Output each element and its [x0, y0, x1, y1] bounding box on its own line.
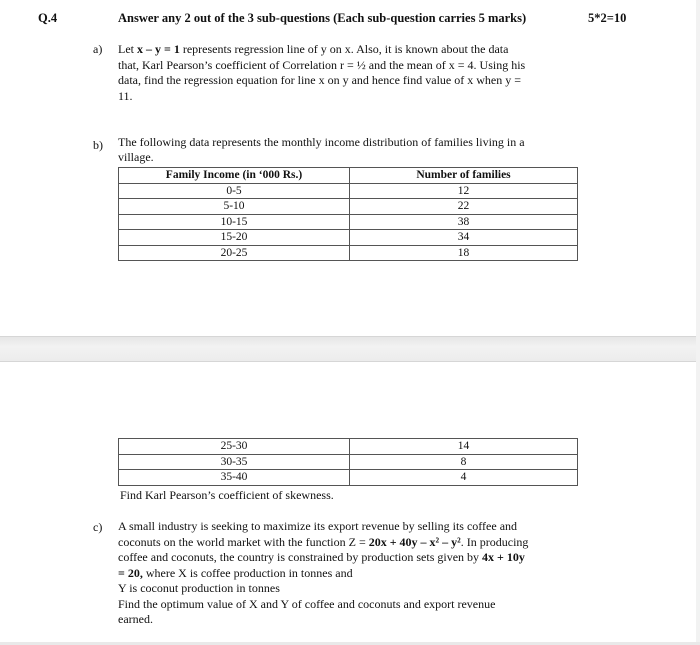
table-header-row — [119, 168, 578, 184]
table-row — [119, 230, 578, 246]
page-right-edge — [696, 0, 700, 645]
part-c-constraint-rhs: = 20, — [118, 565, 143, 580]
part-c-line-2-pre: coconuts on the world market with the function Z = — [118, 534, 369, 549]
part-c-label: c) — [93, 520, 103, 534]
header-number-of-families: Number of families — [350, 168, 578, 184]
part-c-line-5: Y is coconut production in tonnes — [118, 581, 280, 595]
income-cell: 30-35 — [119, 454, 350, 470]
table-row — [119, 439, 578, 455]
question-marks: 5*2=10 — [588, 11, 627, 25]
part-a-line-3: data, find the regression equation for line x on y and hence find value of x when y = — [118, 73, 521, 87]
families-cell: 18 — [350, 245, 578, 261]
part-c-line-7: earned. — [118, 612, 153, 626]
part-b-label: b) — [93, 138, 103, 152]
income-cell: 10-15 — [119, 214, 350, 230]
families-cell: 14 — [350, 439, 578, 455]
header-family-income: Family Income (in ‘000 Rs.) — [119, 168, 350, 184]
families-cell: 8 — [350, 454, 578, 470]
part-c-line-3 — [118, 550, 588, 566]
part-c-line-3-pre: coffee and coconuts, the country is constrained by production sets given by — [118, 550, 483, 564]
part-a-line-1 — [118, 42, 588, 58]
families-cell: 4 — [350, 470, 578, 486]
income-cell: 0-5 — [119, 183, 350, 199]
income-cell: 20-25 — [119, 245, 350, 261]
table-row — [119, 183, 578, 199]
part-a-line-4: 11. — [118, 88, 133, 103]
part-c-line-4 — [118, 566, 588, 582]
income-cell: 35-40 — [119, 470, 350, 486]
part-c-line-2 — [118, 535, 588, 551]
part-a-line-2: that, Karl Pearson’s coefficient of Correlation r = ½ and the mean of x = 4. Using his — [118, 57, 526, 72]
income-cell: 25-30 — [119, 439, 350, 455]
part-c-text — [118, 519, 588, 628]
part-a-text — [118, 42, 588, 104]
part-a-line-1-pre: Let — [118, 42, 137, 56]
income-cell: 5-10 — [119, 199, 350, 215]
page-break-gap — [0, 336, 700, 362]
part-a-equation: x – y = 1 — [137, 42, 180, 56]
part-c-line-2-post: . In producing — [460, 534, 529, 549]
part-c-constraint-lhs: 4x + 10y — [482, 550, 525, 564]
part-c-line-6: Find the optimum value of X and Y of coffee and coconuts and export revenue — [118, 596, 496, 611]
part-b-text — [118, 135, 588, 164]
part-b-line-2: village. — [118, 149, 154, 164]
table-row — [119, 199, 578, 215]
income-cell: 15-20 — [119, 230, 350, 246]
families-cell: 22 — [350, 199, 578, 215]
question-heading: Answer any 2 out of the 3 sub-questions (Each sub-question carries 5 marks) — [118, 11, 527, 25]
part-b-line-1: The following data represents the monthly income distribution of families living in a — [118, 135, 525, 149]
question-number: Q.4 — [38, 11, 58, 25]
table-row — [119, 470, 578, 486]
part-a-label: a) — [93, 42, 103, 56]
table-row — [119, 454, 578, 470]
families-cell: 12 — [350, 183, 578, 199]
part-c-objective-function: 20x + 40y – x² – y² — [368, 534, 461, 549]
part-c-line-4-post: where X is coffee production in tonnes and — [142, 565, 353, 580]
table-row — [119, 245, 578, 261]
income-table-part-2 — [118, 438, 578, 486]
part-c-line-1: A small industry is seeking to maximize its export revenue by selling its coffee and — [118, 519, 518, 533]
part-b-task: Find Karl Pearson’s coefficient of skewness. — [120, 488, 334, 502]
part-a-line-1-post: represents regression line of y on x. Also, it is known about the data — [179, 42, 509, 56]
income-table-part-1 — [118, 167, 578, 261]
families-cell: 34 — [350, 230, 578, 246]
families-cell: 38 — [350, 214, 578, 230]
table-row — [119, 214, 578, 230]
